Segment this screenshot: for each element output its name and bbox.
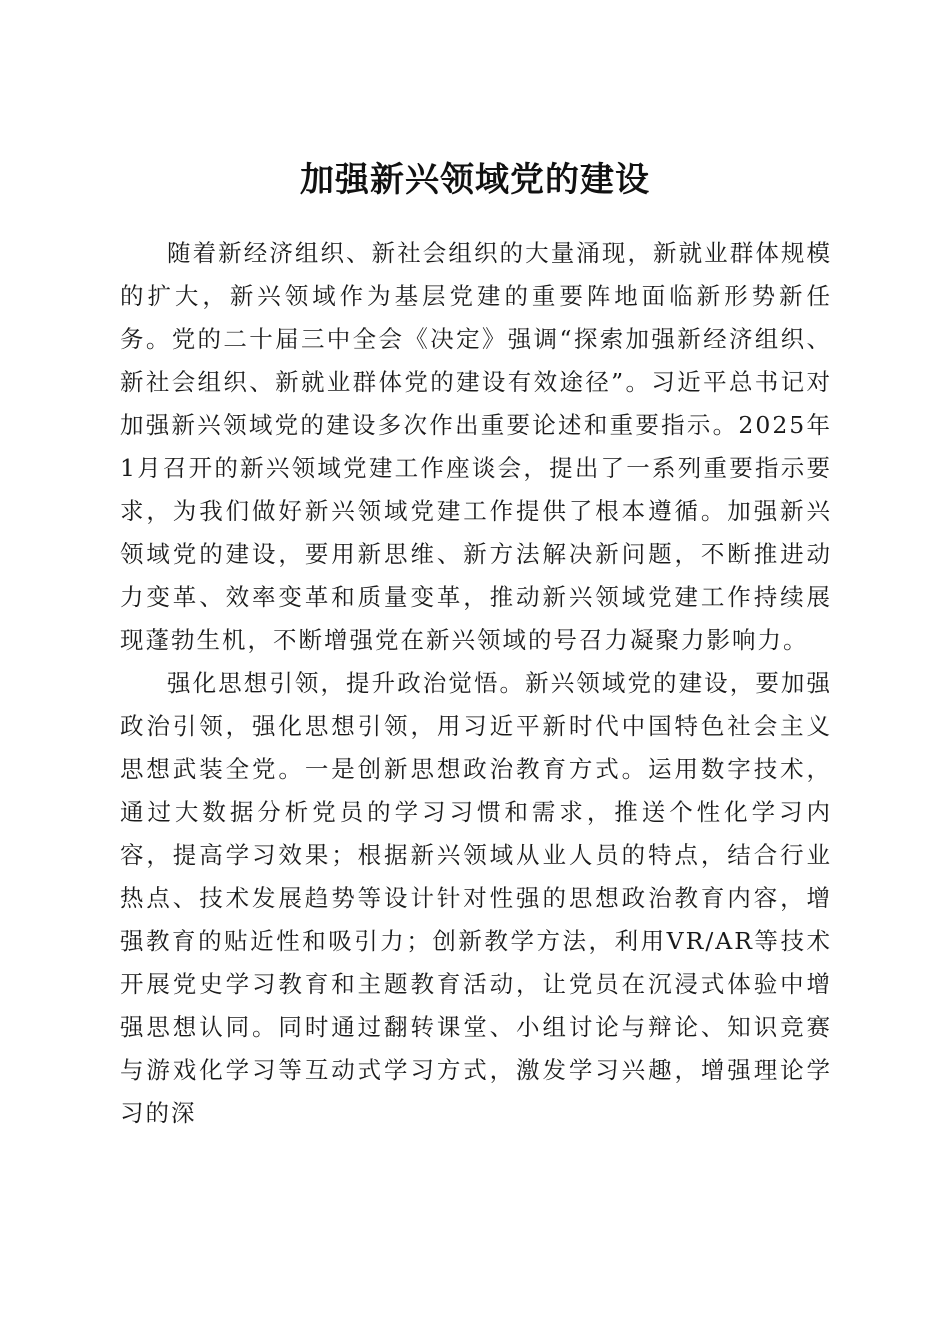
paragraph-ideological-guidance: 强化思想引领，提升政治觉悟。新兴领域党的建设，要加强政治引领，强化思想引领，用习近平新时代中国特色社会主义思想武装全党。一是创新思想政治教育方式。运用数字技术，通过大数据分析党员的学习习惯和需求，推送个性化学习内容，提高学习效果；根据新兴领域从业人员的特点，结合行业热点、技术发展趋势等设计针对性强的思想政治教育内容，增强教育的贴近性和吸引力；创新教学方法，利用VR/AR等技术开展党史学习教育和主题教育活动，让党员在沉浸式体验中增强思想认同。同时通过翻转课堂、小组讨论与辩论、知识竞赛与游戏化学习等互动式学习方式，激发学习兴趣，增强理论学习的深 — [120, 669, 832, 1127]
document-body — [120, 232, 832, 1135]
paragraph-intro: 随着新经济组织、新社会组织的大量涌现，新就业群体规模的扩大，新兴领域作为基层党建的重要阵地面临新形势新任务。党的二十届三中全会《决定》强调“探索加强新经济组织、新社会组织、新就业群体党的建设有效途径”。习近平总书记对加强新兴领域党的建设多次作出重要论述和重要指示。2025年1月召开的新兴领域党建工作座谈会，提出了一系列重要指示要求，为我们做好新兴领域党建工作提供了根本遵循。加强新兴领域党的建设，要用新思维、新方法解决新问题，不断推进动力变革、效率变革和质量变革，推动新兴领域党建工作持续展现蓬勃生机，不断增强党在新兴领域的号召力凝聚力影响力。 — [120, 239, 832, 654]
document-title: 加强新兴领域党的建设 — [300, 159, 650, 200]
